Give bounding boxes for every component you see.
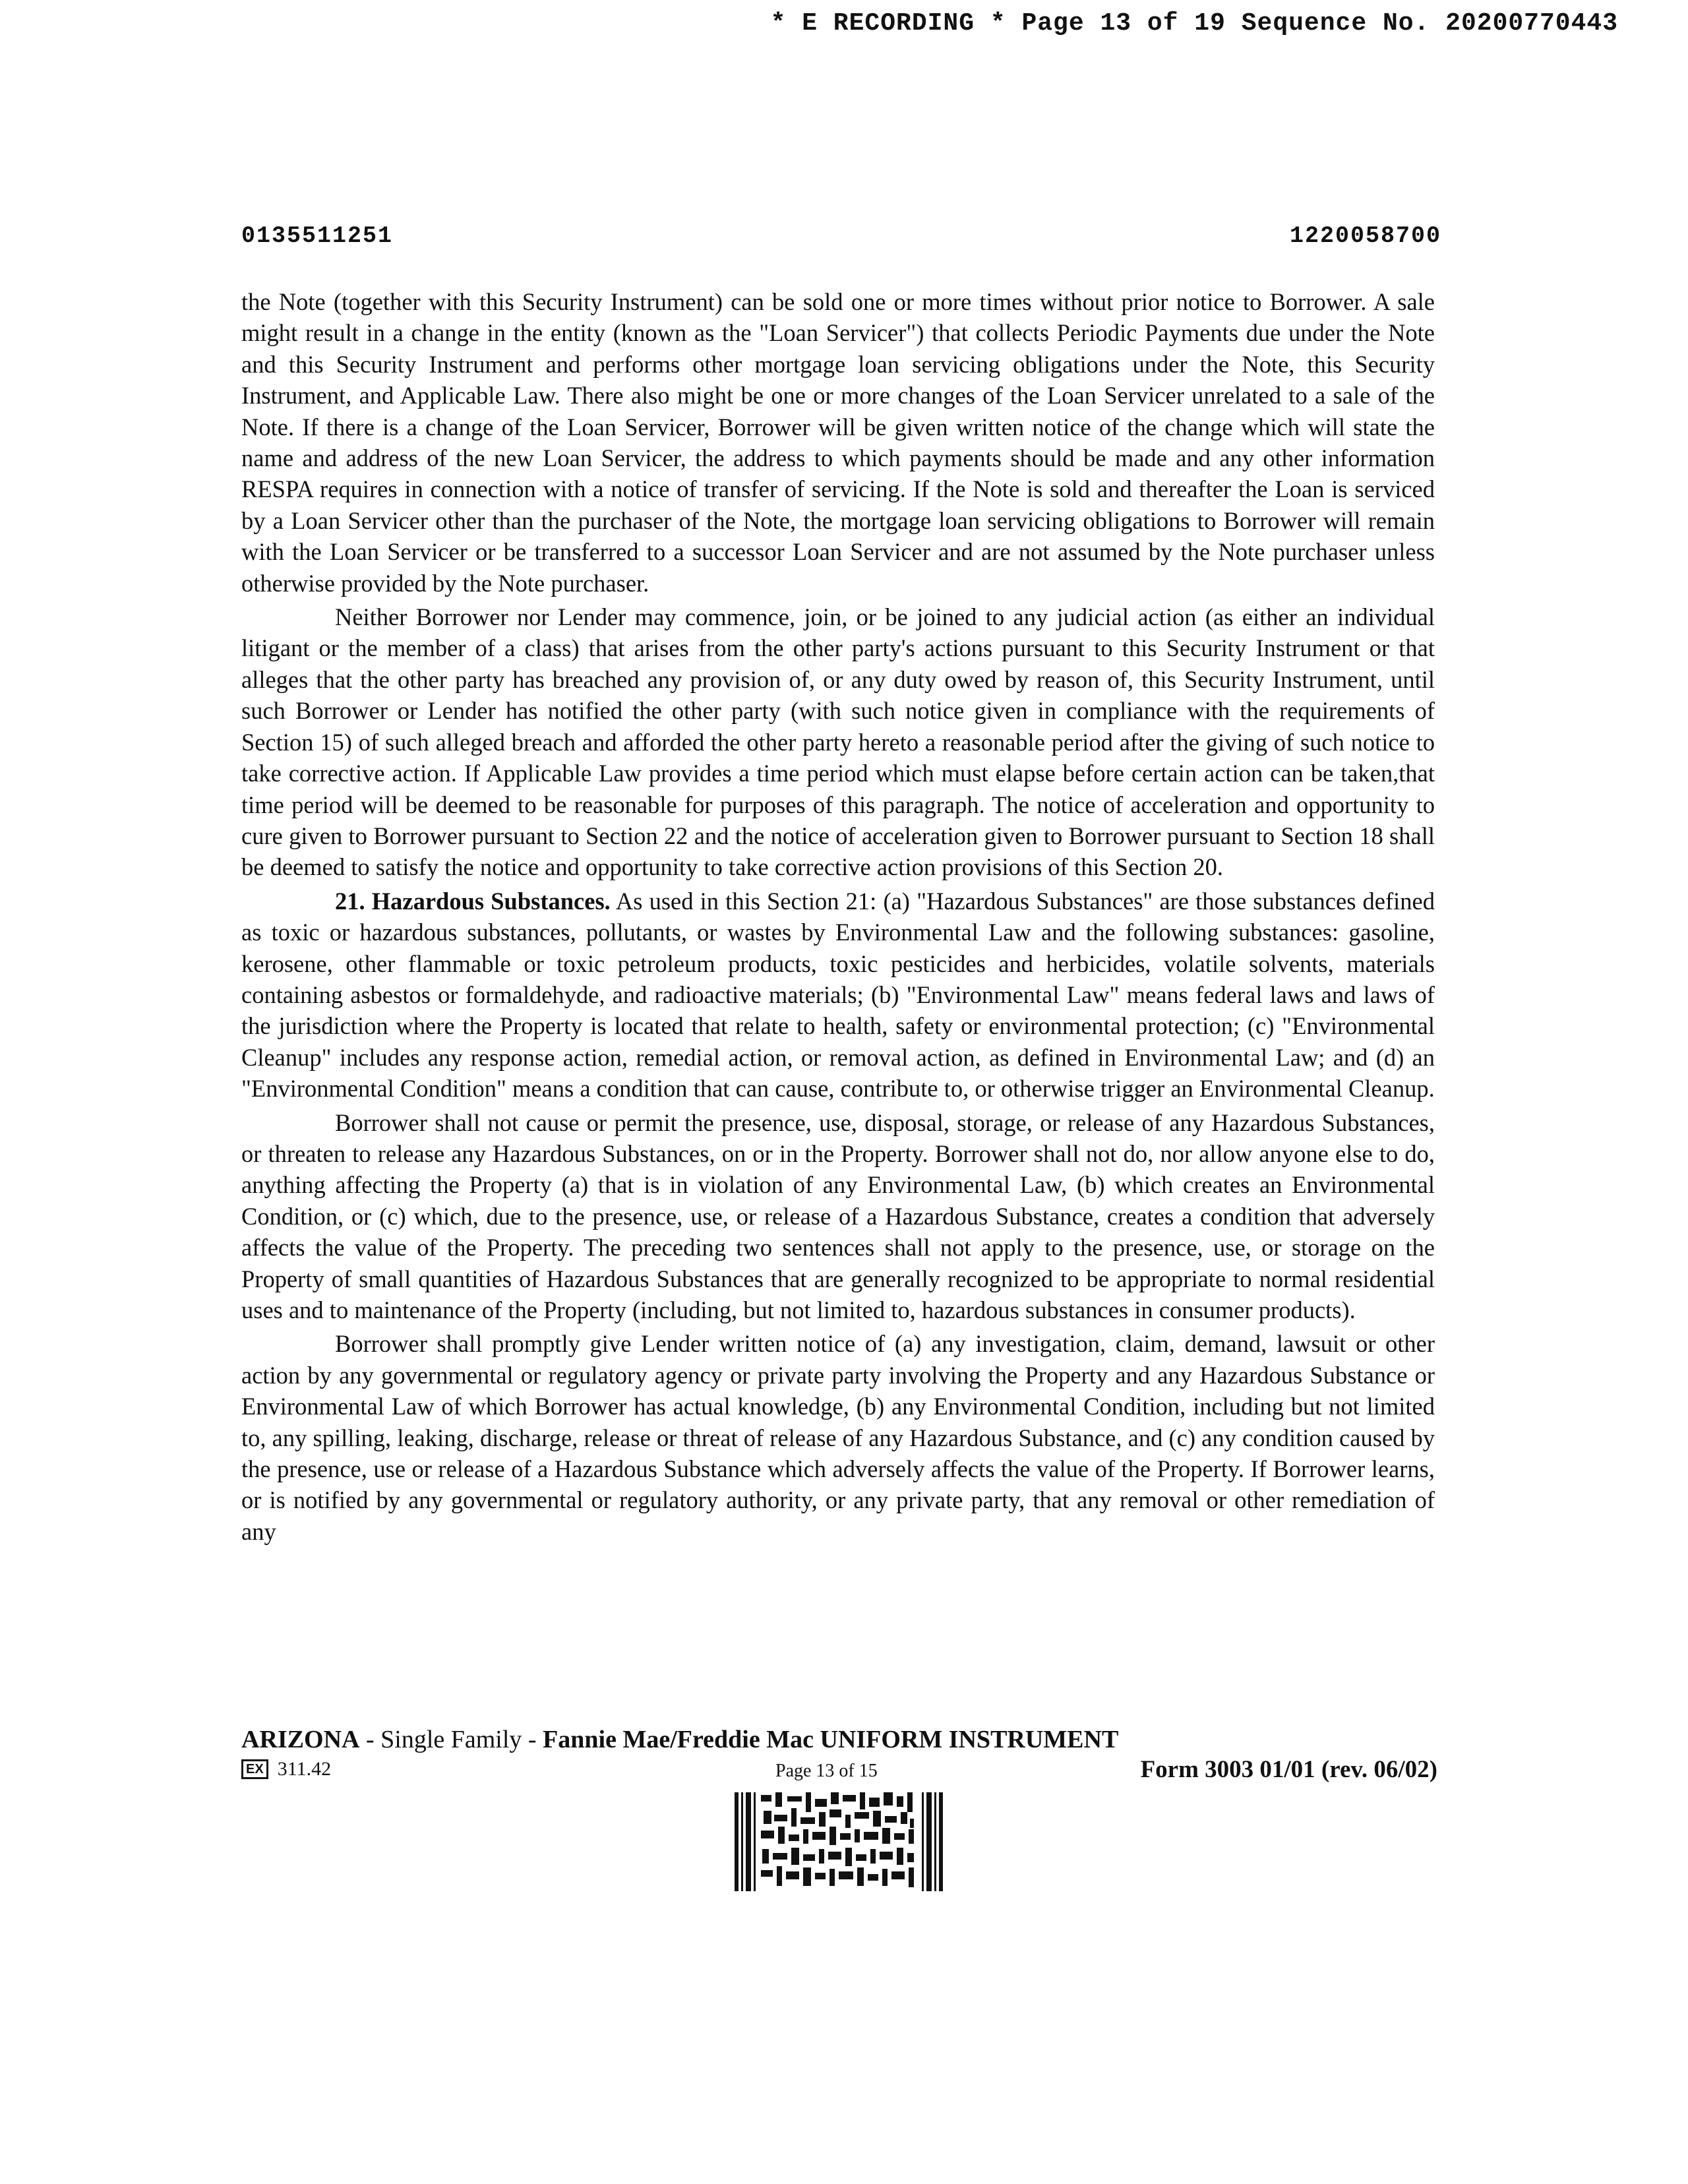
vendor-code-number: 311.42	[277, 1758, 332, 1780]
footer-state: ARIZONA	[241, 1726, 360, 1753]
vendor-code	[241, 1758, 331, 1780]
paragraph-borrower-notice: Borrower shall promptly give Lender written notice of (a) any investigation, claim, demand, lawsuit or other action by any governmental or regulatory agency or private party involving the Property and any Hazardous Substance or Environmental Law of which Borrower has actual knowledge, (b) any Environmental Condition, including but not limited to, any spilling, leaking, discharge, release or threat of release of any Hazardous Substance, and (c) any condition caused by the presence, use or release of a Hazardous Substance which adversely affects the value of the Property. If Borrower learns, or is notified by any governmental or regulatory authority, or any private party, that any removal or other remediation of any	[241, 1330, 1435, 1545]
paragraph-borrower-shall-not: Borrower shall not cause or permit the presence, use, disposal, storage, or release of any Hazardous Substances, or threaten to release any Hazardous Substances, on or in the Property. Borrower shall not do, nor allow anyone else to do, anything affecting the Property (a) that is in violation of any Environmental Law, (b) which creates an Environmental Condition, or (c) which, due to the presence, use, or release of a Hazardous Substance, creates a condition that adversely affects the value of the Property. The preceding two sentences shall not apply to the presence, use, or storage on the Property of small quantities of Hazardous Substances that are generally recognized to be appropriate to normal residential uses and to maintenance of the Property (including, but not limited to, hazardous substances in consumer products).	[241, 1108, 1435, 1323]
recording-header: * E RECORDING * Page 13 of 19 Sequence No. 20200770443	[770, 9, 1618, 38]
form-number: Form 3003 01/01 (rev. 06/02)	[1140, 1756, 1437, 1783]
barcode-icon	[735, 1792, 950, 1891]
paragraph-note-sale: the Note (together with this Security Instrument) can be sold one or more times without prior notice to Borrower. A sale might result in a change in the entity (known as the "Loan Servicer") that collects Periodic Payments due under the Note and this Security Instrument and performs other mortgage loan servicing obligations under the Note, this Security Instrument, and Applicable Law. There also might be one or more changes of the Loan Servicer unrelated to a sale of the Note. If there is a change of the Loan Servicer, Borrower will be given written notice of the change which will state the name and address of the new Loan Servicer, the address to which payments should be made and any other information RESPA requires in connection with a notice of transfer of servicing. If the Note is sold and thereafter the Loan is serviced by a Loan Servicer other than the purchaser of the Note, the mortgage loan servicing obligations to Borrower will remain with the Loan Servicer or be transferred to a successor Loan Servicer and are not assumed by the Note purchaser unless otherwise provided by the Note purchaser.	[241, 288, 1435, 597]
ex-badge-icon: EX	[241, 1759, 268, 1779]
page-number: Page 13 of 15	[775, 1761, 878, 1781]
document-body	[241, 286, 1435, 1550]
section-body: As used in this Section 21: (a) "Hazardous Substances" are those substances defined as toxic or hazardous substances, pollutants, or wastes by Environmental Law and the following substances: gasoline, kerosene, other flammable or toxic petroleum products, toxic pesticides and herbicides, volatile solvents, materials containing asbestos or formaldehyde, and radioactive materials; (b) "Environmental Law" means federal laws and laws of the jurisdiction where the Property is located that relate to health, safety or environmental protection; (c) "Environmental Cleanup" includes any response action, remedial action, or removal action, as defined in Environmental Law; and (d) an "Environmental Condition" means a condition that can cause, contribute to, or otherwise trigger an Environmental Cleanup.	[241, 887, 1435, 1103]
paragraph-judicial-action: Neither Borrower nor Lender may commence, join, or be joined to any judicial action (as either an individual litigant or the member of a class) that arises from the other party's actions pursuant to this Security Instrument or that alleges that the other party has breached any provision of, or any duty owed by reason of, this Security Instrument, until such Borrower or Lender has notified the other party (with such notice given in compliance with the requirements of Section 15) of such alleged breach and afforded the other party hereto a reasonable period after the giving of such notice to take corrective action. If Applicable Law provides a time period which must elapse before certain action can be taken,that time period will be deemed to be reasonable for purposes of this paragraph. The notice of acceleration and opportunity to cure given to Borrower pursuant to Section 22 and the notice of acceleration given to Borrower pursuant to Section 18 shall be deemed to satisfy the notice and opportunity to take corrective action provisions of this Section 20.	[241, 603, 1435, 881]
footer-title	[241, 1725, 1118, 1754]
footer-instrument: Fannie Mae/Freddie Mac UNIFORM INSTRUMENT	[543, 1726, 1119, 1753]
footer-meta	[241, 1755, 1437, 1788]
section-heading: 21. Hazardous Substances.	[335, 887, 611, 915]
loan-number-left: 0135511251	[241, 223, 394, 249]
footer-sep: - Single Family -	[359, 1726, 543, 1753]
loan-number-right: 1220058700	[1289, 223, 1441, 249]
loan-number-row	[241, 223, 1441, 249]
paragraph-hazardous-substances	[241, 886, 1435, 1105]
